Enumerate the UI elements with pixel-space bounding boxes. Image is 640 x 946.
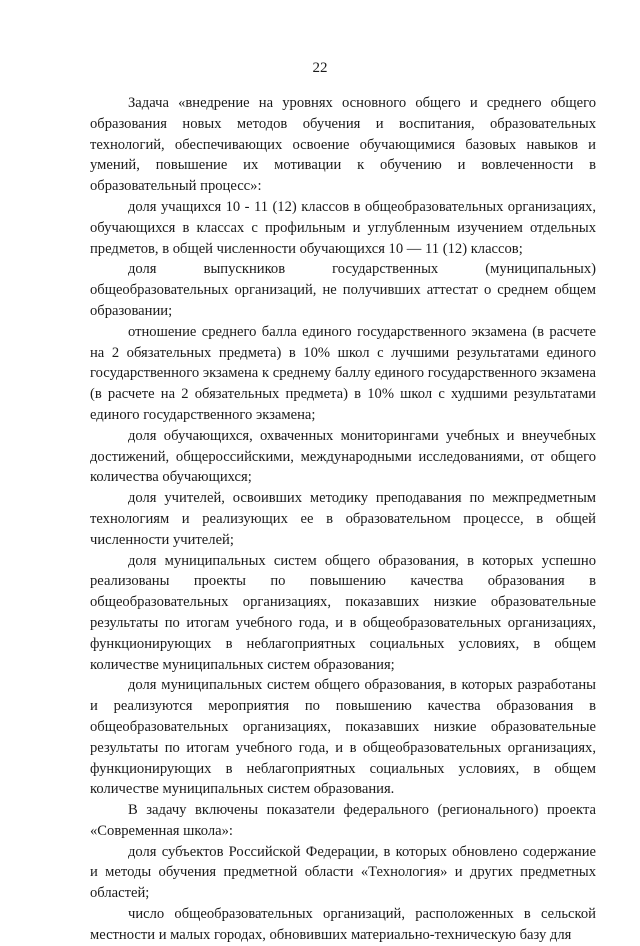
paragraph: В задачу включены показатели федерального (регионального) проекта «Современная школа»:	[90, 802, 596, 839]
paragraph: доля субъектов Российской Федерации, в которых обновлено содержание и методы обучения предметной области «Технология» и других предметных областей;	[90, 843, 596, 902]
page-number: 22	[312, 60, 328, 76]
paragraph: доля обучающихся, охваченных мониторингами учебных и внеучебных достижений, общероссийскими, международными исследованиями, от общего количества обучающихся;	[90, 427, 596, 486]
paragraph: доля муниципальных систем общего образования, в которых успешно реализованы проекты по повышению качества образования в общеобразовательных организациях, показавших низкие образовательные результаты по итогам учебного года, и в общеобразовательных организациях, функционирующих в неблагоприятных социальных условиях, в общем количестве муниципальных систем образования;	[90, 552, 596, 673]
paragraph: Задача «внедрение на уровнях основного общего и среднего общего образования новых методов обучения и воспитания, образовательных технологий, обеспечивающих освоение обучающимися базовых навыков и умений, повышение их мотивации к обучению и вовлеченности в образовательный процесс»:	[90, 95, 596, 195]
paragraph: число общеобразовательных организаций, расположенных в сельской местности и малых городах, обновивших материально-техническую базу для	[90, 906, 596, 943]
paragraph: отношение среднего балла единого государственного экзамена (в расчете на 2 обязательных предмета) в 10% школ с лучшими результатами единого государственного экзамена к среднему баллу единого государственного экзамена (в расчете на 2 обязательных предмета) в 10% школ с худшими результатами единого государственного экзамена;	[90, 323, 596, 423]
paragraph: доля учащихся 10 - 11 (12) классов в общеобразовательных организациях, обучающихся в классах с профильным и углубленным изучением отдельных предметов, в общей численности обучающихся 10 — 11 (12) классов;	[90, 198, 596, 257]
paragraph: доля выпускников государственных (муниципальных) общеобразовательных организаций, не получивших аттестат о среднем общем образовании;	[90, 261, 596, 319]
paragraph: доля муниципальных систем общего образования, в которых разработаны и реализуются мероприятия по повышению качества образования в общеобразовательных организациях, показавших низкие образовательные результаты по итогам учебного года, и в общеобразовательных организациях, функционирующих в неблагоприятных социальных условиях, в общем количестве муниципальных систем образования.	[90, 677, 596, 798]
body-text	[90, 93, 596, 946]
paragraph: доля учителей, освоивших методику преподавания по межпредметным технологиям и реализующих ее в образовательном процессе, в общей численности учителей;	[90, 490, 596, 548]
